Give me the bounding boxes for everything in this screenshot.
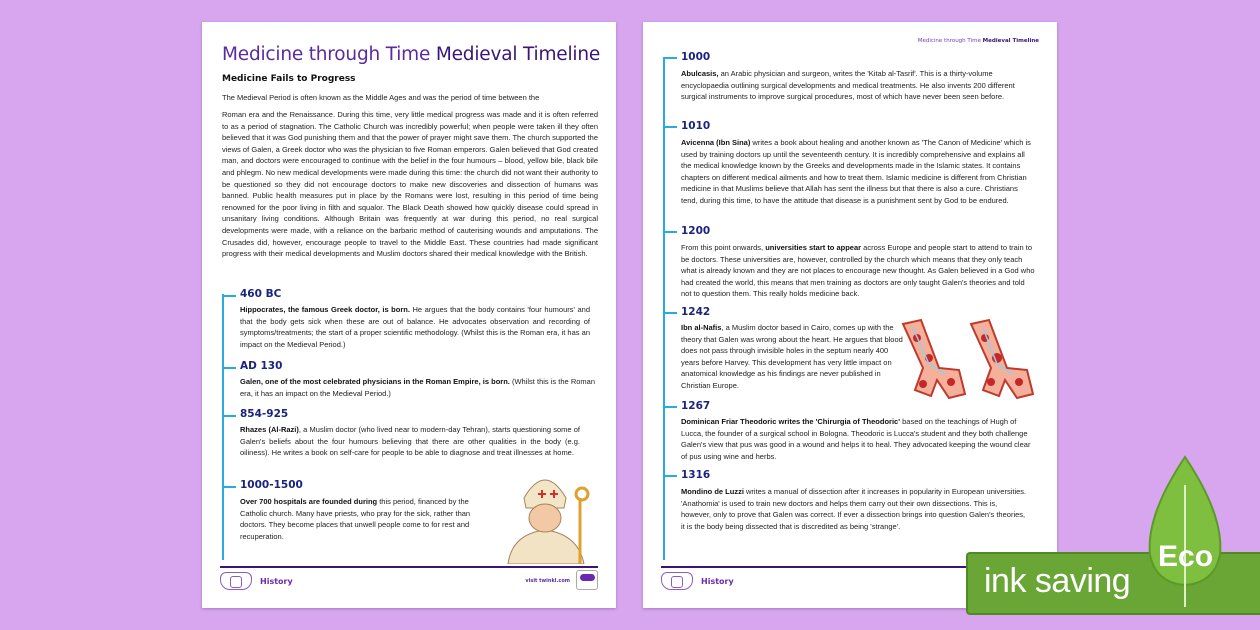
page-title: Medicine through Time Medieval Timeline [222, 44, 601, 65]
timeline-tick [663, 475, 677, 477]
timeline-line [222, 294, 224, 560]
footer [220, 572, 293, 590]
timeline-tick [663, 406, 677, 408]
eco-leaf-icon [1146, 455, 1224, 607]
event-date: 1267 [681, 400, 711, 412]
timeline-tick [663, 126, 677, 128]
ink-saving-label: ink saving [984, 562, 1131, 600]
footer-divider [220, 566, 598, 568]
event-date: 854-925 [240, 408, 289, 420]
event-text: Mondino de Luzzi writes a manual of dissection after it increases in popularity in European universities. 'Anathomia' is used to train new doctors and helps them carry out their own dissections. This is, however, only to prove that Galen was correct. If ever a dissection brings into question Galen's theories, it is the body being dissected that is discredited as being 'strange'. [681, 487, 1027, 531]
event-text: Hippocrates, the famous Greek doctor, is born. He argues that the body contains 'four humours' and that the body gets sick when these are out of balance. He advocates observation and recording of symptoms/treatments; the start of a proper scientific methodology. (Whilst this is the Roman era, it has an impact on the Medieval Period.) [240, 305, 590, 349]
event-text: Abulcasis, an Arabic physician and surgeon, writes the 'Kitab al-Tasrif'. This is a thirty-volume encyclopaedia outlining surgical developments and medical treatments. He also invents 200 different surgical instruments to improve surgical procedures, most of which have never been seen before. [681, 69, 1015, 102]
right-page [643, 22, 1057, 608]
event-date: 1000 [681, 51, 711, 63]
theatre-masks-icon [220, 572, 252, 590]
event-text: Rhazes (Al-Razi), a Muslim doctor (who lived near to modern-day Tehran), starts questioning some of Galen's beliefs about the four humours believing that there are other qualities in the body (e.g. oiliness). He writes a book on self-care for people to be able to diagnose and treat illnesses at home. [240, 425, 581, 458]
twinkl-logo-icon [576, 570, 598, 590]
intro-line: The Medieval Period is often known as the Middle Ages and was the period of time between the [222, 93, 540, 102]
timeline-tick [663, 312, 677, 314]
event-text: From this point onwards, universities start to appear across Europe and people start to attend to train to be doctors. These universities are, however, controlled by the church which means that they only teach what is already known and they are not places to encourage new thought. As Galen believed in a God who had created the world, this means that men training as doctors are only taught Galen's theories and told not to question them. This really holds medicine back. [681, 243, 1035, 299]
event-text: Avicenna (Ibn Sina) writes a book about healing and another known as 'The Canon of Medicine' which is used by training doctors up until the seventeenth century. It is incredibly comprehensive and explains all the medical knowledge known by the Greeks and developments made in the Islamic states. It contains chapters on different medical ailments and how to treat them. Islamic medicine is different from Christian medicine in that Muslims believe that Allah has sent the illness but that there is also a cure. Christians tend, during this time, to have the attitude that disease is a punishment sent by God to be endured. [681, 138, 1031, 205]
event-date: 1242 [681, 306, 711, 318]
event-date: 1000-1500 [240, 479, 303, 491]
timeline-line [663, 57, 665, 560]
event-date: AD 130 [240, 360, 283, 372]
theatre-masks-icon [661, 572, 693, 590]
event-date: 1200 [681, 225, 711, 237]
section-subtitle: Medicine Fails to Progress [222, 74, 356, 84]
event-text: Ibn al-Nafis, a Muslim doctor based in Cairo, comes up with the theory that Galen was wrong about the heart. He argues that blood does not pass through invisible holes in the septum nearly 400 years before Harvey. This development has very little impact on anatomical knowledge as his findings are never published in Christian Europe. [681, 323, 903, 390]
timeline-tick [663, 57, 677, 59]
blood-vessel-illustration [899, 318, 1039, 400]
left-page [202, 22, 616, 608]
footer-visit-link[interactable]: visit twinkl.com [525, 578, 570, 584]
event-text: Dominican Friar Theodoric writes the 'Chirurgia of Theodoric' based on the teachings of Hugh of Lucca, the founder of a surgical school in Bologna. Theodoric is Lucca's student and they both challenge Galen's view that pus was good in a wound and helps it to heal. They advocated keeping the wound clear of pus using wine and herbs. [681, 417, 1031, 461]
timeline-tick [222, 415, 236, 417]
event-date: 1010 [681, 120, 711, 132]
footer [661, 572, 734, 590]
timeline-tick [222, 295, 236, 297]
running-header: Medicine through Time Medieval Timeline [917, 38, 1039, 44]
event-date: 460 BC [240, 288, 282, 300]
event-text: Over 700 hospitals are founded during this period, financed by the Catholic church. Many have priests, who pray for the sick, rather than doctors. They become places that unwell people come to for rest and recuperation. [240, 497, 471, 541]
bishop-illustration [498, 468, 592, 564]
event-date: 1316 [681, 469, 711, 481]
timeline-tick [222, 367, 236, 369]
footer-subject: History [260, 576, 293, 586]
timeline-tick [663, 231, 677, 233]
footer-subject: History [701, 576, 734, 586]
timeline-tick [222, 486, 236, 488]
eco-label: Eco [1158, 540, 1214, 573]
event-text: Galen, one of the most celebrated physicians in the Roman Empire, is born. (Whilst this is the Roman era, it has an impact on the Medieval Period.) [240, 377, 595, 398]
intro-paragraph: Roman era and the Renaissance. During this time, very little medical progress was made and it is often referred to as a period of stagnation. The Catholic Church was incredibly powerful; when people were taken ill they often believed that it was God punishing them and that the power of prayer might save them. The church supported the views of Galen, a Greek doctor who was the physician to five Roman emperors. Galen believed that God created man, and doctors were encouraged to continue with the belief in the four humours – blood, yellow bile, black bile and phlegm. No new medical developments were made during this time: the church did not want their authority to be questioned so they did not encourage doctors to make new discoveries and dissection of humans was banned. Public health measures put in place by the Romans were lost, resulting in this period of time being renowned for the poor living in filth and squalor. The Black Death showed how quickly disease could spread in unsanitary living conditions. Although Britain was frequently at war during this period, no real surgical developments were made, with a reliance on the barbaric method of cauterising wounds and amputations. The Crusades did, however, encourage people to travel to the Middle East. These countries had made significant progress with their medical developments and Muslim doctors shared their medical knowledge with the British. [222, 110, 598, 259]
